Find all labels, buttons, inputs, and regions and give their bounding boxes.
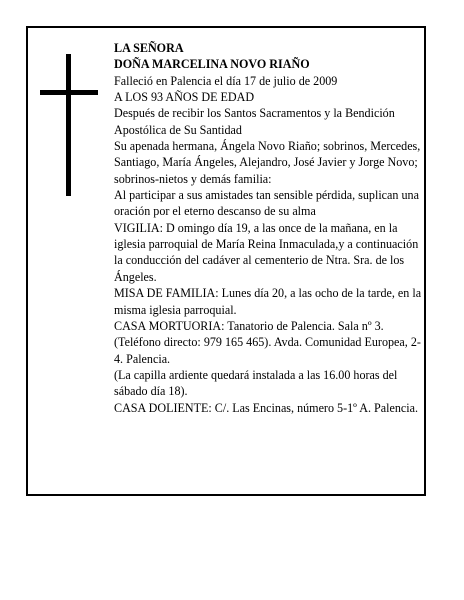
- chapel-info: (La capilla ardiente quedará instalada a las 16.00 horas del sábado día 18).: [114, 367, 398, 399]
- mourning-home-info: CASA DOLIENTE: C/. Las Encinas, número 5-1º A. Palencia.: [114, 400, 419, 415]
- cross-vertical-bar: [66, 54, 71, 196]
- cross-icon: [40, 54, 98, 196]
- death-date-line: Falleció en Palencia el día 17 de julio de 2009: [114, 73, 338, 88]
- obituary-text: [114, 40, 422, 416]
- cross-horizontal-bar: [40, 90, 98, 95]
- age-line: A LOS 93 AÑOS DE EDAD: [114, 90, 255, 105]
- family-mass-info: MISA DE FAMILIA: Lunes día 20, a las ocho de la tarde, en la misma iglesia parroquial.: [114, 286, 422, 317]
- funeral-home-info: CASA MORTUORIA: Tanatorio de Palencia. Sala nº 3. (Teléfono directo: 979 165 465). Avda. Comunidad Europea, 2-4. Palencia.: [114, 318, 421, 366]
- deceased-name: DOÑA MARCELINA NOVO RIAÑO: [114, 57, 310, 72]
- family-list: Su apenada hermana, Ángela Novo Riaño; sobrinos, Mercedes, Santiago, María Ángeles, Alejandro, José Javier y Jorge Novo; sobrinos-nietos y demás familia:: [114, 139, 421, 186]
- sacraments-line: Después de recibir los Santos Sacramentos y la Bendición Apostólica de Su Santidad: [114, 106, 395, 137]
- notice-title: LA SEÑORA: [114, 41, 184, 55]
- prayer-request: Al participar a sus amistades tan sensible pérdida, suplican una oración por el eterno descanso de su alma: [114, 188, 419, 219]
- vigil-info: VIGILIA: D omingo día 19, a las once de la mañana, en la iglesia parroquial de María Reina Inmaculada,y a continuación la conducción del cadáver al cementerio de Ntra. Sra. de los Ángeles.: [114, 220, 419, 284]
- obituary-notice: [26, 26, 426, 496]
